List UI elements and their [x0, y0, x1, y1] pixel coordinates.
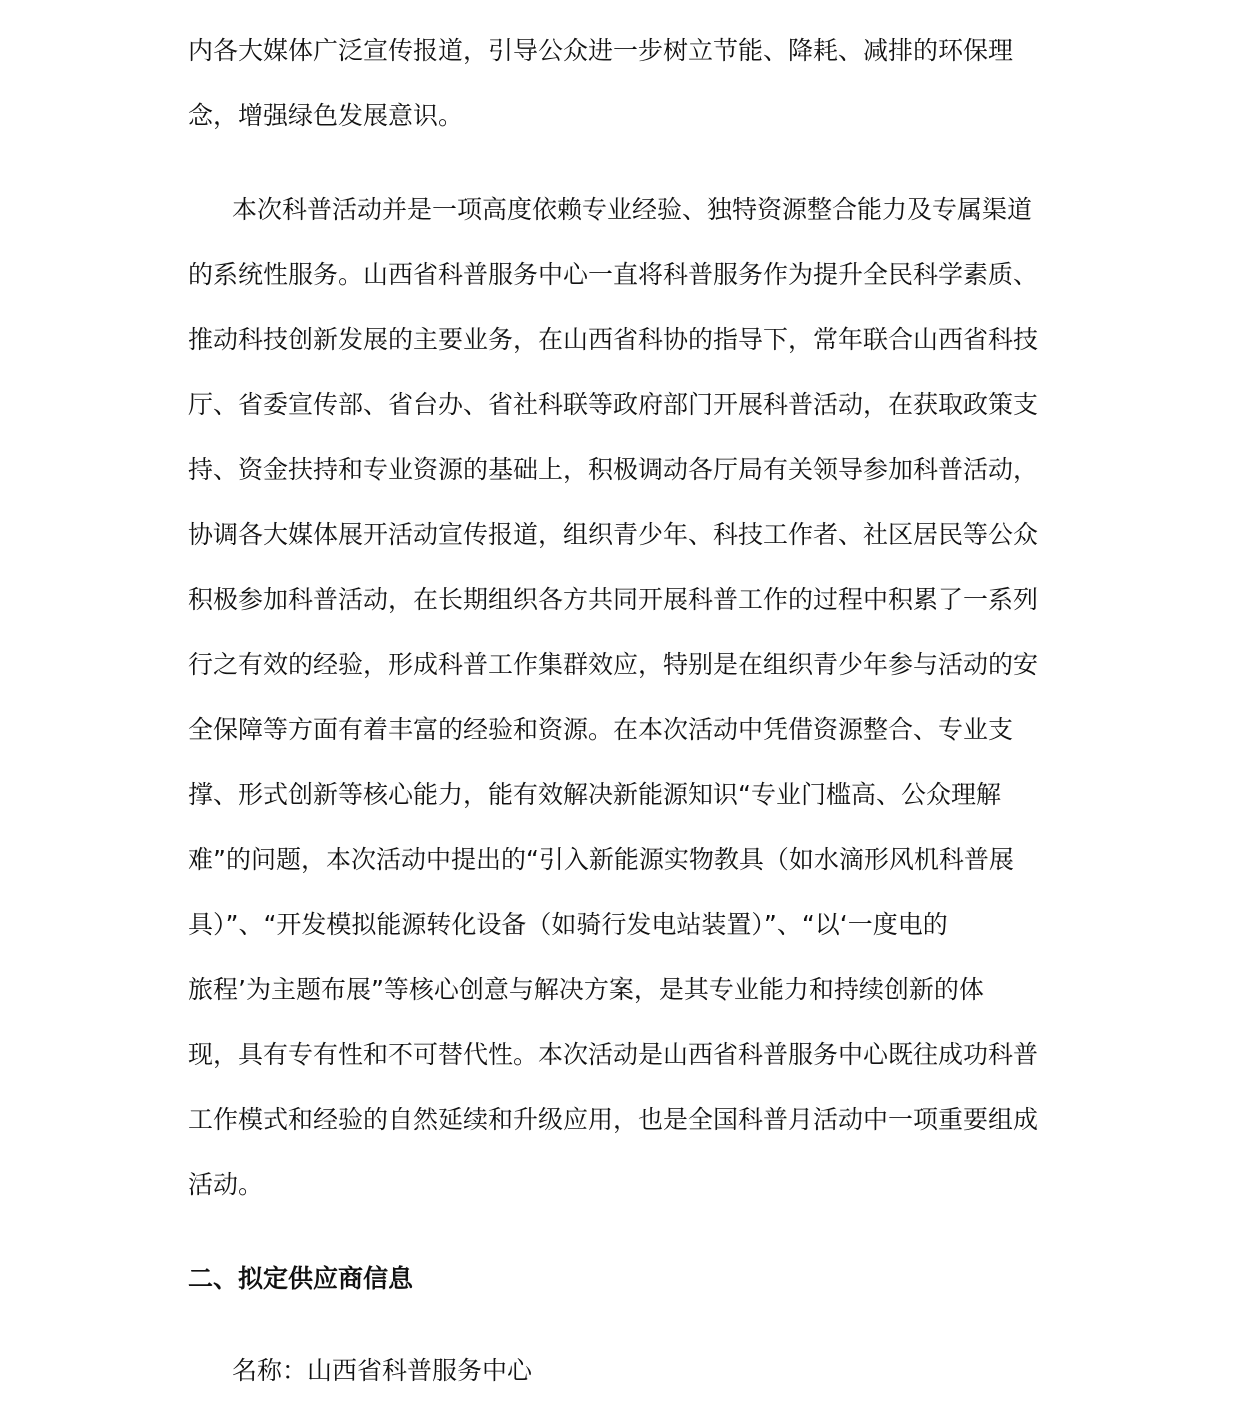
supplier-name: 名称：山西省科普服务中心 — [232, 1356, 533, 1385]
paragraph-2-line-10: 撑、形式创新等核心能力，能有效解决新能源知识“专业门槛高、公众理解 — [188, 780, 1001, 809]
paragraph-2-line-15: 工作模式和经验的自然延续和升级应用，也是全国科普月活动中一项重要组成 — [188, 1105, 1039, 1134]
paragraph-2-line-14: 现，具有专有性和不可替代性。本次活动是山西省科普服务中心既往成功科普 — [188, 1040, 1039, 1069]
paragraph-1-line-2: 念，增强绿色发展意识。 — [188, 101, 464, 130]
paragraph-2-line-3: 推动科技创新发展的主要业务，在山西省科协的指导下，常年联合山西省科技 — [188, 325, 1039, 354]
paragraph-2-line-1: 本次科普活动并是一项高度依赖专业经验、独特资源整合能力及专属渠道 — [232, 195, 1033, 224]
paragraph-1-line-1: 内各大媒体广泛宣传报道，引导公众进一步树立节能、降耗、减排的环保理 — [188, 36, 1014, 65]
paragraph-2-line-6: 协调各大媒体展开活动宣传报道，组织青少年、科技工作者、社区居民等公众 — [188, 520, 1039, 549]
paragraph-2-line-9: 全保障等方面有着丰富的经验和资源。在本次活动中凭借资源整合、专业支 — [188, 715, 1014, 744]
paragraph-2-line-5: 持、资金扶持和专业资源的基础上，积极调动各厅局有关领导参加科普活动， — [188, 455, 1039, 484]
section-heading: 二、拟定供应商信息 — [188, 1264, 414, 1293]
paragraph-2-line-11: 难”的问题，本次活动中提出的“引入新能源实物教具（如水滴形风机科普展 — [188, 845, 1014, 874]
paragraph-2-line-12: 具）”、“开发模拟能源转化设备（如骑行发电站装置）”、“以‘一度电的 — [188, 910, 948, 939]
paragraph-2-line-13: 旅程’为主题布展”等核心创意与解决方案，是其专业能力和持续创新的体 — [188, 975, 984, 1004]
paragraph-2-line-7: 积极参加科普活动，在长期组织各方共同开展科普工作的过程中积累了一系列 — [188, 585, 1039, 614]
paragraph-2-line-2: 的系统性服务。山西省科普服务中心一直将科普服务作为提升全民科学素质、 — [188, 260, 1039, 289]
paragraph-2-line-16: 活动。 — [188, 1170, 264, 1199]
paragraph-2-line-8: 行之有效的经验，形成科普工作集群效应，特别是在组织青少年参与活动的安 — [188, 650, 1039, 679]
paragraph-2-line-4: 厅、省委宣传部、省台办、省社科联等政府部门开展科普活动，在获取政策支 — [188, 390, 1039, 419]
